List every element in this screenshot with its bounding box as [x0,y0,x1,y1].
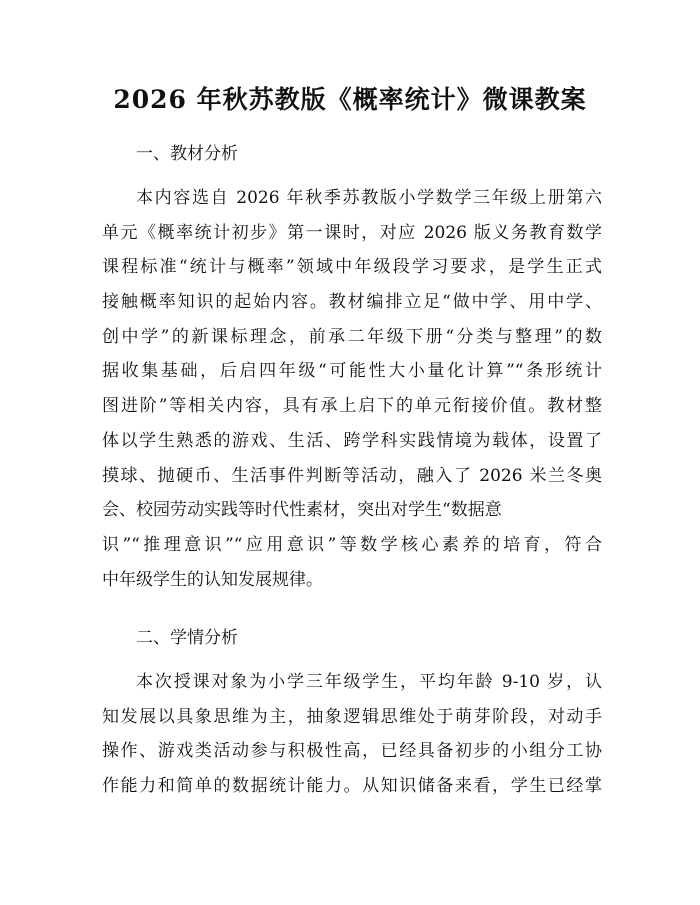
paragraph-line: 摸球、抛硬币、生活事件判断等活动，融入了 2026 米兰冬奥 [102,465,602,486]
paragraph-line: 体以学生熟悉的游戏、生活、跨学科实践情境为载体，设置了 [102,430,602,451]
paragraph-line: 课程标准“统计与概率”领域中年级段学习要求，是学生正式 [102,257,602,278]
paragraph-line: 创中学”的新课标理念，前承二年级下册“分类与整理”的数 [102,326,602,347]
document-title: 2026 年秋苏教版《概率统计》微课教案 [113,85,587,114]
paragraph-line: 知发展以具象思维为主，抽象逻辑思维处于萌芽阶段，对动手 [102,706,602,727]
paragraph-line: 中年级学生的认知发展规律。 [102,569,323,590]
paragraph-student-analysis [102,670,602,809]
paragraph-line: 会、校园劳动实践等时代性素材，突出对学生“数据意 [102,500,502,521]
section-heading-textbook-analysis: 一、教材分析 [136,144,238,164]
paragraph-line: 本次授课对象为小学三年级学生，平均年龄 9-10 岁，认 [136,672,602,692]
paragraph-line: 接触概率知识的起始内容。教材编排立足“做中学、用中学、 [102,292,602,313]
section-heading-student-analysis: 二、学情分析 [136,628,238,648]
paragraph-line: 操作、游戏类活动参与积极性高，已经具备初步的小组分工协 [102,741,602,762]
paragraph-line: 作能力和简单的数据统计能力。从知识储备来看，学生已经掌 [102,776,602,797]
paragraph-line: 本内容选自 2026 年秋季苏教版小学数学三年级上册第六 [136,188,602,208]
paragraph-line: 单元《概率统计初步》第一课时，对应 2026 版义务教育数学 [102,222,602,243]
paragraph-textbook-analysis [102,186,602,602]
paragraph-line: 图进阶”等相关内容，具有承上启下的单元衔接价值。教材整 [102,396,602,417]
paragraph-line: 识”“推理意识”“应用意识”等数学核心素养的培育，符合 [102,534,602,555]
paragraph-line: 据收集基础，后启四年级“可能性大小量化计算”“条形统计 [102,361,602,382]
